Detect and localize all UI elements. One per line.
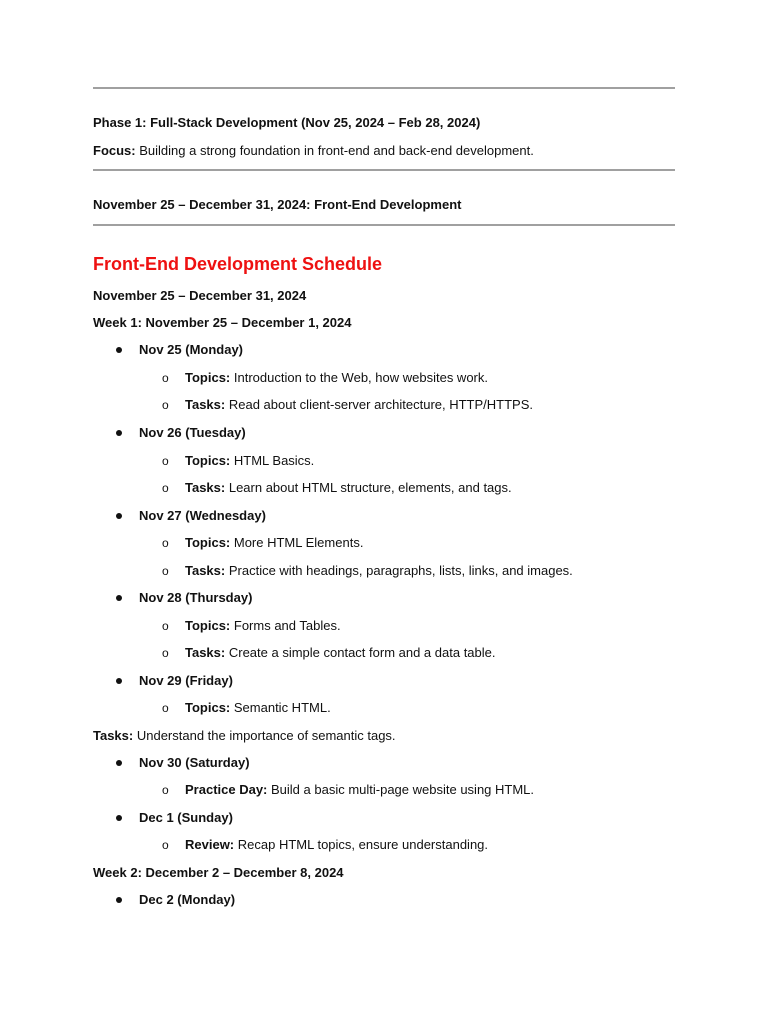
sub-bullet-marker: o — [162, 838, 169, 852]
sub-bullet-marker: o — [162, 783, 169, 797]
bullet-icon — [116, 430, 122, 436]
item-text: More HTML Elements. — [230, 535, 364, 550]
item-text: Introduction to the Web, how websites work. — [230, 370, 488, 385]
item-label: Topics: — [185, 618, 231, 633]
schedule-title: Front-End Development Schedule — [93, 254, 383, 274]
item-text: Recap HTML topics, ensure understanding. — [234, 837, 489, 852]
list-item — [185, 480, 512, 496]
day-label: Nov 28 (Thursday) — [139, 590, 253, 605]
list-item — [185, 397, 533, 413]
sub-bullet-marker: o — [162, 481, 169, 495]
section-heading: November 25 – December 31, 2024: Front-End Development — [93, 197, 462, 212]
horizontal-rule-bottom — [93, 224, 675, 226]
item-text: HTML Basics. — [230, 453, 315, 468]
list-item — [185, 837, 488, 853]
day-label: Nov 27 (Wednesday) — [139, 508, 266, 523]
sub-bullet-marker: o — [162, 536, 169, 550]
item-text: Practice with headings, paragraphs, lists, links, and images. — [225, 563, 573, 578]
list-item — [185, 700, 331, 716]
list-item — [185, 535, 363, 551]
bullet-icon — [116, 678, 122, 684]
focus-text: Building a strong foundation in front-end and back-end development. — [135, 143, 534, 158]
sub-bullet-marker: o — [162, 564, 169, 578]
day-label: Nov 25 (Monday) — [139, 342, 244, 357]
bullet-icon — [116, 595, 122, 601]
bullet-icon — [116, 760, 122, 766]
focus-line — [93, 143, 534, 159]
list-item — [185, 782, 534, 798]
list-item — [185, 453, 314, 469]
item-text: Learn about HTML structure, elements, and tags. — [225, 480, 512, 495]
item-label: Practice Day: — [185, 782, 268, 797]
item-label: Tasks: — [185, 645, 226, 660]
item-label: Tasks: — [185, 563, 226, 578]
item-text: Forms and Tables. — [230, 618, 341, 633]
item-label: Tasks: — [185, 397, 226, 412]
week2-heading: Week 2: December 2 – December 8, 2024 — [93, 865, 344, 880]
phase-heading: Phase 1: Full-Stack Development (Nov 25, 2024 – Feb 28, 2024) — [93, 115, 481, 130]
bullet-icon — [116, 347, 122, 353]
item-text: Create a simple contact form and a data table. — [225, 645, 496, 660]
sub-bullet-marker: o — [162, 646, 169, 660]
list-item — [185, 563, 573, 579]
bullet-icon — [116, 815, 122, 821]
item-label: Topics: — [185, 370, 231, 385]
horizontal-rule-top — [93, 87, 675, 89]
bullet-icon — [116, 897, 122, 903]
day-label: Nov 29 (Friday) — [139, 673, 233, 688]
sub-bullet-marker: o — [162, 398, 169, 412]
sub-bullet-marker: o — [162, 371, 169, 385]
sub-bullet-marker: o — [162, 454, 169, 468]
day-label: Dec 2 (Monday) — [139, 892, 236, 907]
item-text: Semantic HTML. — [230, 700, 331, 715]
item-label: Tasks: — [185, 480, 226, 495]
item-text: Understand the importance of semantic tags. — [133, 728, 396, 743]
document-page — [93, 0, 675, 1024]
item-label: Topics: — [185, 453, 231, 468]
day-label: Dec 1 (Sunday) — [139, 810, 233, 825]
item-label: Topics: — [185, 700, 231, 715]
list-item — [185, 645, 496, 661]
item-label: Topics: — [185, 535, 231, 550]
item-label: Review: — [185, 837, 235, 852]
sub-bullet-marker: o — [162, 701, 169, 715]
focus-label: Focus: — [93, 143, 136, 158]
day-label: Nov 26 (Tuesday) — [139, 425, 246, 440]
item-text: Build a basic multi-page website using HTML. — [267, 782, 535, 797]
day-label: Nov 30 (Saturday) — [139, 755, 250, 770]
bullet-icon — [116, 513, 122, 519]
list-item — [185, 618, 341, 634]
schedule-date-range: November 25 – December 31, 2024 — [93, 288, 307, 303]
week1-heading: Week 1: November 25 – December 1, 2024 — [93, 315, 352, 330]
sub-bullet-marker: o — [162, 619, 169, 633]
item-label: Tasks: — [93, 728, 134, 743]
horizontal-rule-middle — [93, 169, 675, 171]
item-text: Read about client-server architecture, HTTP/HTTPS. — [225, 397, 534, 412]
loose-tasks-line — [93, 728, 396, 744]
list-item — [185, 370, 488, 386]
